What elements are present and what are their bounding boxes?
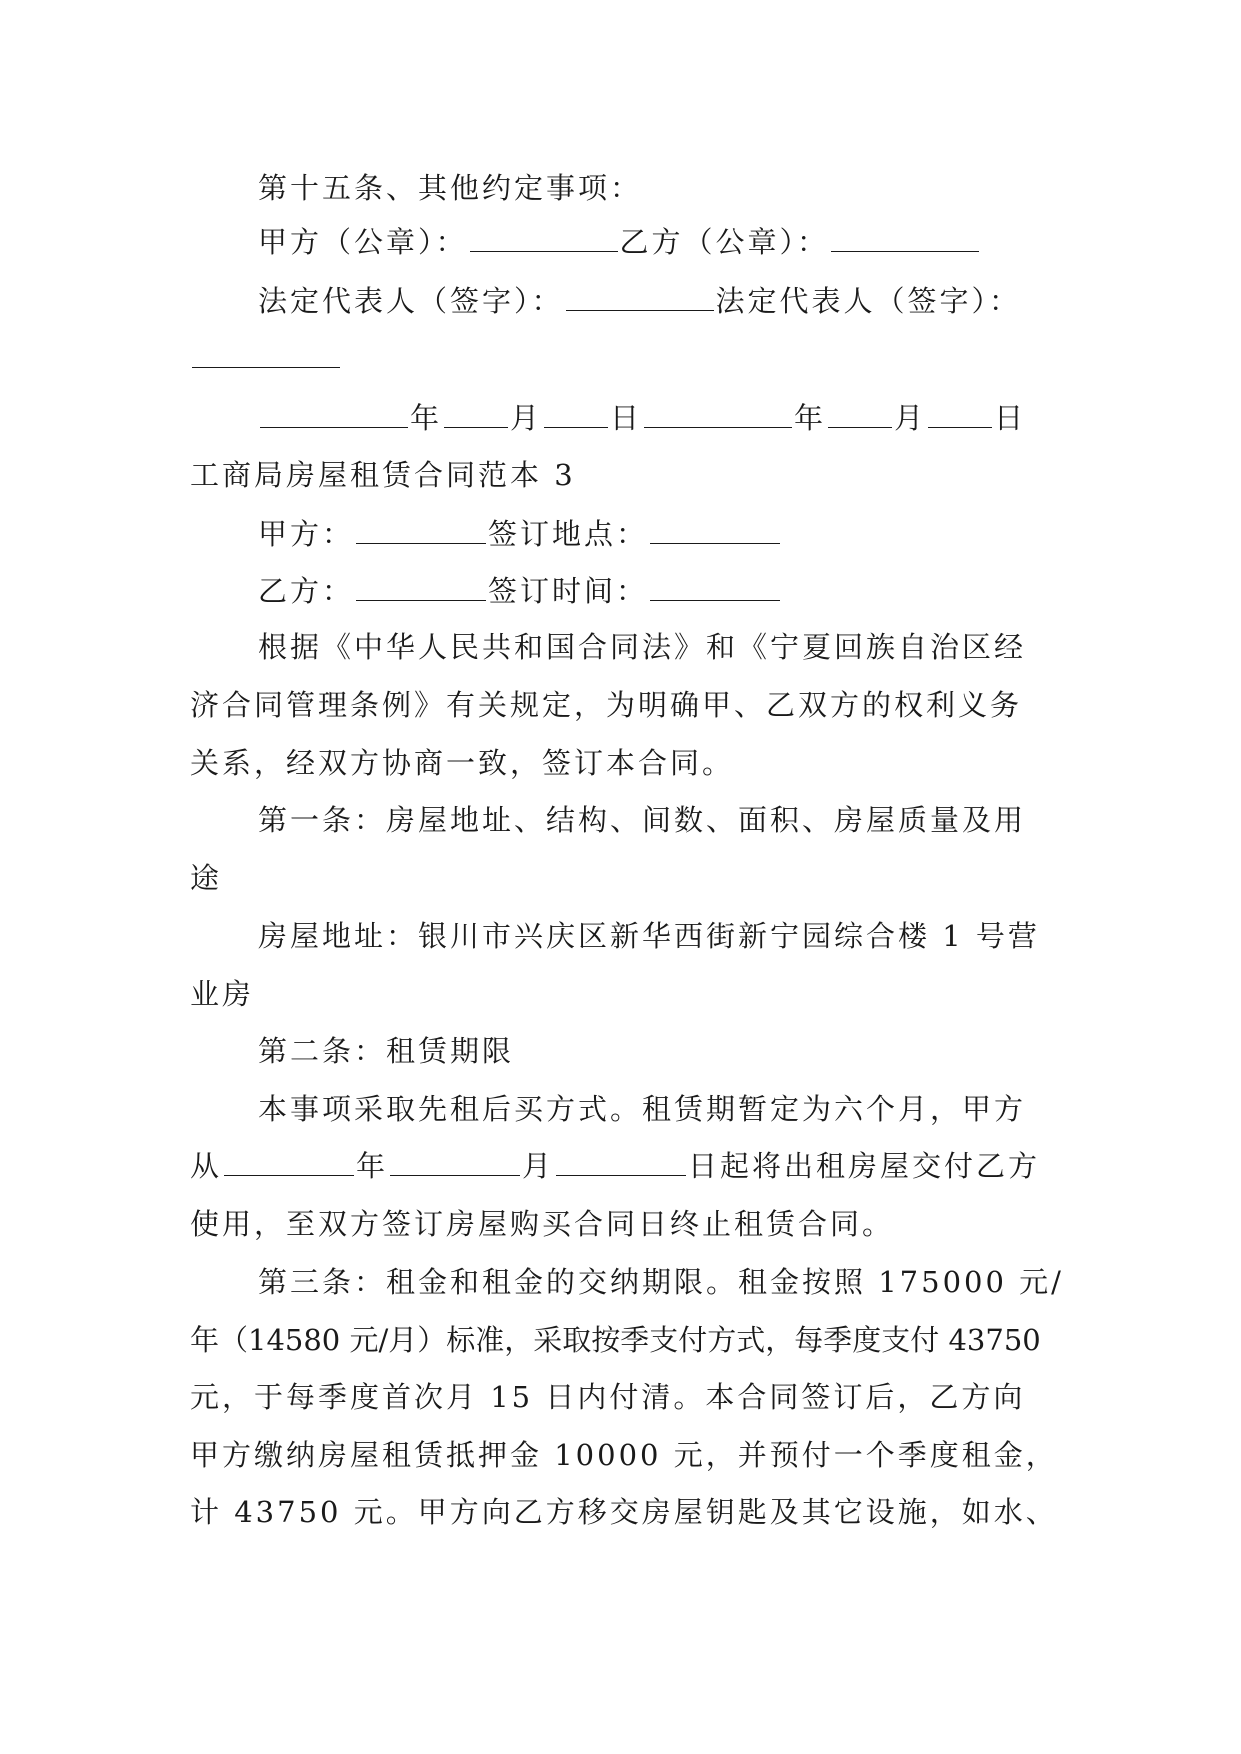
clause-3-line-3: 元，于每季度首次月 15 日内付清。本合同签订后，乙方向	[190, 1380, 1026, 1414]
date-line: 年 月 日 年 月 日	[258, 400, 1026, 436]
clause-3-line-4: 甲方缴纳房屋租赁抵押金 10000 元，并预付一个季度租金，	[190, 1438, 1058, 1472]
party-a-place-line: 甲方： 签订地点：	[258, 516, 782, 552]
preamble-line-3: 关系，经双方协商一致，签订本合同。	[190, 746, 735, 780]
address-line-1: 房屋地址：银川市兴庆区新华西街新宁园综合楼 1 号营	[258, 919, 1040, 953]
party-b-seal-blank	[831, 225, 979, 252]
section-title: 工商局房屋租赁合同范本 3	[190, 458, 576, 492]
signature-line: 法定代表人（签字）： 法定代表人（签字）：	[258, 284, 1022, 318]
party-a-rep-blank	[566, 284, 714, 311]
clause-2-line-1: 本事项采取先租后买方式。租赁期暂定为六个月，甲方	[258, 1092, 1027, 1126]
clause-15-heading: 第十五条、其他约定事项：	[258, 171, 643, 205]
party-a-seal-blank	[470, 225, 618, 252]
clause-2-heading: 第二条：租赁期限	[258, 1034, 515, 1068]
preamble-line-2: 济合同管理条例》有关规定，为明确甲、乙双方的权利义务	[190, 688, 1023, 722]
clause-1-line-1: 第一条：房屋地址、结构、间数、面积、房屋质量及用	[258, 803, 1027, 837]
preamble-line-1: 根据《中华人民共和国合同法》和《宁夏回族自治区经	[258, 630, 1027, 664]
party-b-rep-blank	[192, 341, 340, 368]
clause-2-line-3: 使用，至双方签订房屋购买合同日终止租赁合同。	[190, 1207, 895, 1241]
clause-1-line-2: 途	[190, 861, 223, 895]
clause-3-line-1: 第三条：租金和租金的交纳期限。租金按照 175000 元/	[258, 1265, 1064, 1299]
clause-2-line-2: 从 年 月 日起将出租房屋交付乙方	[190, 1149, 1041, 1183]
party-b-time-line: 乙方： 签订时间：	[258, 573, 782, 609]
clause-3-line-5: 计 43750 元。甲方向乙方移交房屋钥匙及其它设施，如水、	[190, 1495, 1058, 1529]
address-line-2: 业房	[190, 977, 255, 1011]
seal-line: 甲方（公章）： 乙方（公章）：	[258, 224, 981, 260]
clause-3-line-2: 年（14580 元/月）标准，采取按季支付方式，每季度支付 43750	[190, 1323, 1041, 1357]
signature-line-continued	[190, 340, 342, 376]
